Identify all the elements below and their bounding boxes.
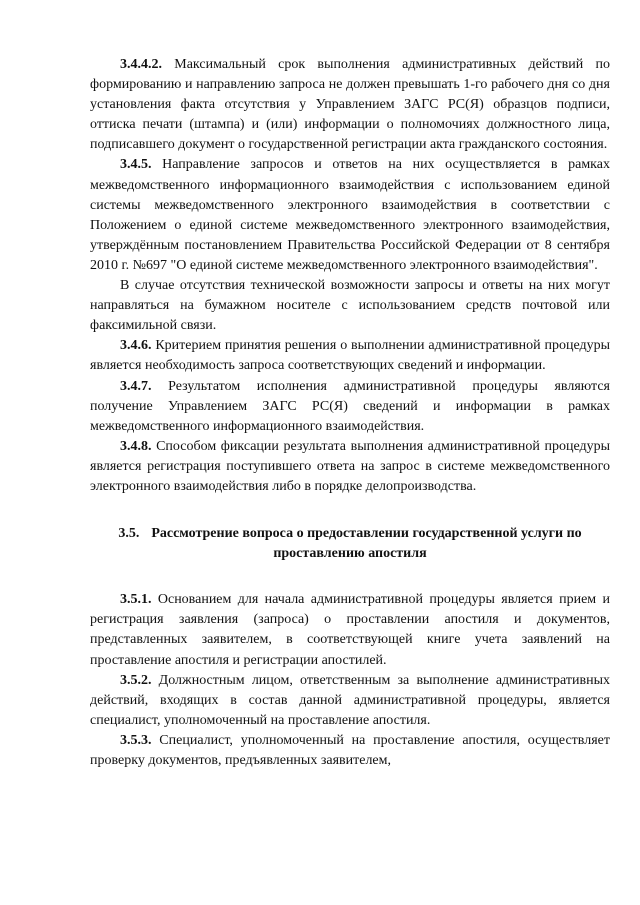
clause-text: В случае отсутствия технической возможности запросы и ответы на них могут направляться на бумажном носителе с использованием средств почтовой или факсимильной связи. bbox=[90, 278, 610, 334]
paragraph-3-5-2 bbox=[90, 671, 610, 731]
clause-number: 3.5.1. bbox=[120, 592, 152, 608]
paragraph-3-4-8 bbox=[90, 437, 610, 497]
clause-text: Результатом исполнения административной процедуры являются получение Управлением ЗАГС РС(Я) сведений и информации в рамках межведомственного информационного взаимодействия. bbox=[90, 378, 610, 434]
clause-number: 3.4.5. bbox=[120, 157, 152, 173]
paragraph-3-4-4-2 bbox=[90, 55, 610, 155]
paragraph-3-5-3 bbox=[90, 731, 610, 771]
clause-text: Специалист, уполномоченный на проставление апостиля, осуществляет проверку документов, предъявленных заявителем, bbox=[90, 732, 610, 768]
clause-number: 3.5.3. bbox=[120, 732, 152, 748]
section-heading-3-5 bbox=[90, 524, 610, 564]
paragraph-3-4-5 bbox=[90, 155, 610, 276]
paragraph-3-5-1 bbox=[90, 590, 610, 670]
paragraph-no-technical-possibility bbox=[90, 276, 610, 336]
clause-text: Критерием принятия решения о выполнении административной процедуры является необходимость запроса соответствующих сведений и информации. bbox=[90, 338, 610, 374]
clause-text: Направление запросов и ответов на них осуществляется в рамках межведомственного информационного взаимодействия с использованием единой системы межведомственного электронного взаимодействия в соответствии с Положением о единой системе межведомственного электронного взаимодействия, утверждённым постановлением Правительства Российской Федерации от 8 сентября 2010 г. №697 "О единой системе межведомственного электронного взаимодействия". bbox=[90, 157, 610, 273]
clause-text: Максимальный срок выполнения административных действий по формированию и направлению запроса не должен превышать 1-го рабочего дня со дня установления факта отсутствия у Управлением ЗАГС РС(Я) образцов подписи, оттиска печати (штампа) и (или) информации о полномочиях должностного лица, подписавшего документ о государственной регистрации акта гражданского состояния. bbox=[90, 57, 610, 153]
clause-number: 3.5.2. bbox=[120, 672, 152, 688]
section-number: 3.5. bbox=[118, 526, 140, 542]
paragraph-3-4-6 bbox=[90, 336, 610, 376]
document-page bbox=[90, 55, 610, 771]
clause-number: 3.4.6. bbox=[120, 338, 152, 354]
clause-text: Основанием для начала административной процедуры является прием и регистрация заявления (запроса) о проставлении апостиля и документов, представленных заявителем, в соответствующей книге учета заявлений на проставление апостиля и регистрации апостилей. bbox=[90, 592, 610, 668]
paragraph-3-4-7 bbox=[90, 377, 610, 437]
clause-text: Должностным лицом, ответственным за выполнение административных действий, входящих в состав данной административной процедуры, является специалист, уполномоченный на проставление апостиля. bbox=[90, 672, 610, 728]
clause-number: 3.4.7. bbox=[120, 378, 152, 394]
section-title: Рассмотрение вопроса о предоставлении государственной услуги по проставлению апостиля bbox=[151, 526, 582, 562]
clause-number: 3.4.4.2. bbox=[120, 57, 162, 72]
clause-text: Способом фиксации результата выполнения административной процедуры является регистрация поступившего ответа на запрос в системе межведомственного электронного взаимодействия либо в порядке делопроизводства. bbox=[90, 438, 610, 494]
clause-number: 3.4.8. bbox=[120, 438, 152, 454]
